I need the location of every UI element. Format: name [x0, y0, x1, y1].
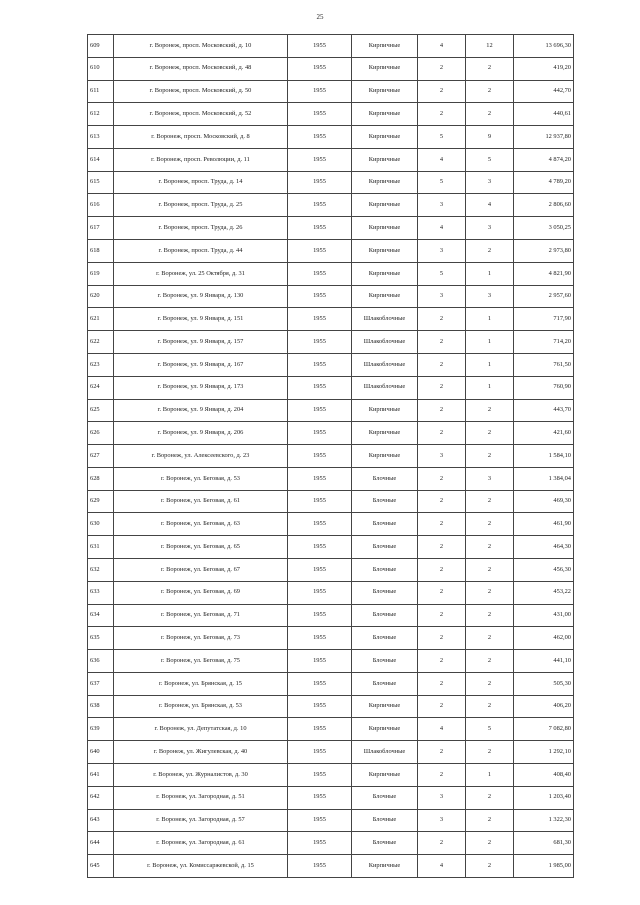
address-cell: г. Воронеж, ул. 9 Января, д. 167: [114, 353, 288, 376]
wall-material-cell: Блочные: [352, 809, 418, 832]
entrances-cell: 2: [466, 695, 514, 718]
area-cell: 408,40: [514, 764, 574, 787]
row-number: 609: [88, 35, 114, 58]
address-cell: г. Воронеж, ул. Беговая, д. 69: [114, 581, 288, 604]
floors-cell: 2: [418, 399, 466, 422]
year-cell: 1955: [288, 376, 352, 399]
area-cell: 13 696,30: [514, 35, 574, 58]
floors-cell: 2: [418, 627, 466, 650]
entrances-cell: 1: [466, 764, 514, 787]
entrances-cell: 2: [466, 490, 514, 513]
wall-material-cell: Кирпичные: [352, 217, 418, 240]
table-row: [88, 536, 574, 559]
table-row: [88, 786, 574, 809]
row-number: 615: [88, 171, 114, 194]
entrances-cell: 2: [466, 832, 514, 855]
entrances-cell: 1: [466, 308, 514, 331]
entrances-cell: 2: [466, 558, 514, 581]
row-number: 630: [88, 513, 114, 536]
area-cell: 717,90: [514, 308, 574, 331]
address-cell: г. Воронеж, ул. 9 Января, д. 130: [114, 285, 288, 308]
entrances-cell: 3: [466, 285, 514, 308]
entrances-cell: 5: [466, 718, 514, 741]
row-number: 641: [88, 764, 114, 787]
address-cell: г. Воронеж, ул. Журналистов, д. 30: [114, 764, 288, 787]
area-cell: 421,60: [514, 422, 574, 445]
entrances-cell: 2: [466, 855, 514, 878]
year-cell: 1955: [288, 422, 352, 445]
table-row: [88, 764, 574, 787]
floors-cell: 4: [418, 855, 466, 878]
entrances-cell: 2: [466, 741, 514, 764]
entrances-cell: 1: [466, 353, 514, 376]
floors-cell: 2: [418, 513, 466, 536]
year-cell: 1955: [288, 445, 352, 468]
entrances-cell: 2: [466, 627, 514, 650]
row-number: 645: [88, 855, 114, 878]
table-row: [88, 581, 574, 604]
floors-cell: 4: [418, 35, 466, 58]
table-row: [88, 35, 574, 58]
year-cell: 1955: [288, 217, 352, 240]
floors-cell: 2: [418, 695, 466, 718]
floors-cell: 3: [418, 240, 466, 263]
address-cell: г. Воронеж, ул. Депутатская, д. 10: [114, 718, 288, 741]
table-row: [88, 650, 574, 673]
area-cell: 456,30: [514, 558, 574, 581]
row-number: 634: [88, 604, 114, 627]
area-cell: 4 789,20: [514, 171, 574, 194]
floors-cell: 2: [418, 741, 466, 764]
row-number: 632: [88, 558, 114, 581]
year-cell: 1955: [288, 35, 352, 58]
address-cell: г. Воронеж, ул. Загородная, д. 51: [114, 786, 288, 809]
entrances-cell: 2: [466, 57, 514, 80]
area-cell: 714,20: [514, 331, 574, 354]
area-cell: 1 985,00: [514, 855, 574, 878]
wall-material-cell: Блочные: [352, 490, 418, 513]
address-cell: г. Воронеж, просп. Труда, д. 44: [114, 240, 288, 263]
table-row: [88, 741, 574, 764]
wall-material-cell: Шлакоблочные: [352, 353, 418, 376]
entrances-cell: 1: [466, 331, 514, 354]
wall-material-cell: Блочные: [352, 513, 418, 536]
table-row: [88, 718, 574, 741]
table-row: [88, 490, 574, 513]
year-cell: 1955: [288, 285, 352, 308]
row-number: 616: [88, 194, 114, 217]
floors-cell: 2: [418, 558, 466, 581]
wall-material-cell: Блочные: [352, 672, 418, 695]
area-cell: 1 292,10: [514, 741, 574, 764]
area-cell: 469,30: [514, 490, 574, 513]
address-cell: г. Воронеж, ул. 9 Января, д. 151: [114, 308, 288, 331]
row-number: 633: [88, 581, 114, 604]
table-row: [88, 194, 574, 217]
area-cell: 2 973,80: [514, 240, 574, 263]
entrances-cell: 9: [466, 126, 514, 149]
area-cell: 3 050,25: [514, 217, 574, 240]
area-cell: 419,20: [514, 57, 574, 80]
area-cell: 441,10: [514, 650, 574, 673]
entrances-cell: 2: [466, 240, 514, 263]
year-cell: 1955: [288, 148, 352, 171]
entrances-cell: 2: [466, 581, 514, 604]
entrances-cell: 2: [466, 650, 514, 673]
area-cell: 440,61: [514, 103, 574, 126]
area-cell: 760,90: [514, 376, 574, 399]
wall-material-cell: Кирпичные: [352, 103, 418, 126]
wall-material-cell: Шлакоблочные: [352, 741, 418, 764]
area-cell: 442,70: [514, 80, 574, 103]
wall-material-cell: Блочные: [352, 832, 418, 855]
row-number: 640: [88, 741, 114, 764]
row-number: 625: [88, 399, 114, 422]
wall-material-cell: Кирпичные: [352, 285, 418, 308]
table-row: [88, 217, 574, 240]
address-cell: г. Воронеж, ул. Беговая, д. 53: [114, 467, 288, 490]
row-number: 635: [88, 627, 114, 650]
table-row: [88, 467, 574, 490]
floors-cell: 2: [418, 103, 466, 126]
address-cell: г. Воронеж, просп. Московский, д. 52: [114, 103, 288, 126]
year-cell: 1955: [288, 513, 352, 536]
address-cell: г. Воронеж, ул. Комиссаржевской, д. 15: [114, 855, 288, 878]
wall-material-cell: Шлакоблочные: [352, 376, 418, 399]
year-cell: 1955: [288, 308, 352, 331]
floors-cell: 4: [418, 718, 466, 741]
row-number: 618: [88, 240, 114, 263]
entrances-cell: 2: [466, 604, 514, 627]
area-cell: 1 322,30: [514, 809, 574, 832]
wall-material-cell: Кирпичные: [352, 695, 418, 718]
entrances-cell: 2: [466, 536, 514, 559]
year-cell: 1955: [288, 467, 352, 490]
wall-material-cell: Блочные: [352, 786, 418, 809]
row-number: 642: [88, 786, 114, 809]
table-row: [88, 285, 574, 308]
year-cell: 1955: [288, 695, 352, 718]
year-cell: 1955: [288, 650, 352, 673]
row-number: 628: [88, 467, 114, 490]
year-cell: 1955: [288, 57, 352, 80]
area-cell: 761,50: [514, 353, 574, 376]
floors-cell: 2: [418, 832, 466, 855]
area-cell: 431,00: [514, 604, 574, 627]
row-number: 626: [88, 422, 114, 445]
area-cell: 461,90: [514, 513, 574, 536]
area-cell: 406,20: [514, 695, 574, 718]
wall-material-cell: Блочные: [352, 627, 418, 650]
year-cell: 1955: [288, 399, 352, 422]
row-number: 629: [88, 490, 114, 513]
floors-cell: 2: [418, 467, 466, 490]
wall-material-cell: Кирпичные: [352, 57, 418, 80]
row-number: 636: [88, 650, 114, 673]
address-cell: г. Воронеж, ул. 9 Января, д. 204: [114, 399, 288, 422]
address-cell: г. Воронеж, ул. Брянская, д. 53: [114, 695, 288, 718]
floors-cell: 2: [418, 308, 466, 331]
year-cell: 1955: [288, 536, 352, 559]
entrances-cell: 3: [466, 217, 514, 240]
year-cell: 1955: [288, 764, 352, 787]
year-cell: 1955: [288, 80, 352, 103]
year-cell: 1955: [288, 809, 352, 832]
address-cell: г. Воронеж, ул. Брянская, д. 15: [114, 672, 288, 695]
address-cell: г. Воронеж, ул. Беговая, д. 61: [114, 490, 288, 513]
floors-cell: 3: [418, 809, 466, 832]
year-cell: 1955: [288, 832, 352, 855]
page-number: 25: [316, 13, 324, 21]
address-cell: г. Воронеж, просп. Труда, д. 26: [114, 217, 288, 240]
area-cell: 4 874,20: [514, 148, 574, 171]
wall-material-cell: Блочные: [352, 604, 418, 627]
table-row: [88, 126, 574, 149]
address-cell: г. Воронеж, ул. 9 Января, д. 157: [114, 331, 288, 354]
entrances-cell: 2: [466, 672, 514, 695]
year-cell: 1955: [288, 604, 352, 627]
entrances-cell: 1: [466, 262, 514, 285]
entrances-cell: 1: [466, 376, 514, 399]
entrances-cell: 2: [466, 809, 514, 832]
table-row: [88, 148, 574, 171]
wall-material-cell: Кирпичные: [352, 35, 418, 58]
table-row: [88, 80, 574, 103]
table-row: [88, 103, 574, 126]
entrances-cell: 2: [466, 399, 514, 422]
area-cell: 453,22: [514, 581, 574, 604]
year-cell: 1955: [288, 171, 352, 194]
housing-registry-table: [87, 34, 574, 878]
wall-material-cell: Кирпичные: [352, 171, 418, 194]
row-number: 612: [88, 103, 114, 126]
year-cell: 1955: [288, 331, 352, 354]
year-cell: 1955: [288, 786, 352, 809]
floors-cell: 2: [418, 536, 466, 559]
floors-cell: 2: [418, 650, 466, 673]
address-cell: г. Воронеж, ул. Беговая, д. 67: [114, 558, 288, 581]
year-cell: 1955: [288, 718, 352, 741]
floors-cell: 2: [418, 353, 466, 376]
year-cell: 1955: [288, 558, 352, 581]
table-row: [88, 832, 574, 855]
wall-material-cell: Кирпичные: [352, 194, 418, 217]
table-row: [88, 331, 574, 354]
row-number: 643: [88, 809, 114, 832]
table-row: [88, 171, 574, 194]
table-body: [88, 35, 574, 878]
table-row: [88, 240, 574, 263]
entrances-cell: 2: [466, 786, 514, 809]
row-number: 622: [88, 331, 114, 354]
wall-material-cell: Кирпичные: [352, 399, 418, 422]
entrances-cell: 2: [466, 445, 514, 468]
wall-material-cell: Шлакоблочные: [352, 331, 418, 354]
wall-material-cell: Блочные: [352, 650, 418, 673]
address-cell: г. Воронеж, ул. Беговая, д. 71: [114, 604, 288, 627]
area-cell: 443,70: [514, 399, 574, 422]
address-cell: г. Воронеж, ул. 25 Октября, д. 31: [114, 262, 288, 285]
address-cell: г. Воронеж, ул. 9 Января, д. 173: [114, 376, 288, 399]
wall-material-cell: Кирпичные: [352, 262, 418, 285]
area-cell: 1 584,10: [514, 445, 574, 468]
address-cell: г. Воронеж, ул. Беговая, д. 73: [114, 627, 288, 650]
row-number: 617: [88, 217, 114, 240]
entrances-cell: 4: [466, 194, 514, 217]
year-cell: 1955: [288, 855, 352, 878]
year-cell: 1955: [288, 194, 352, 217]
floors-cell: 5: [418, 171, 466, 194]
table-row: [88, 672, 574, 695]
address-cell: г. Воронеж, ул. Беговая, д. 63: [114, 513, 288, 536]
area-cell: 505,30: [514, 672, 574, 695]
area-cell: 12 937,80: [514, 126, 574, 149]
row-number: 637: [88, 672, 114, 695]
row-number: 614: [88, 148, 114, 171]
address-cell: г. Воронеж, просп. Московский, д. 50: [114, 80, 288, 103]
wall-material-cell: Кирпичные: [352, 764, 418, 787]
year-cell: 1955: [288, 581, 352, 604]
address-cell: г. Воронеж, просп. Московский, д. 8: [114, 126, 288, 149]
wall-material-cell: Блочные: [352, 558, 418, 581]
row-number: 619: [88, 262, 114, 285]
table-row: [88, 604, 574, 627]
floors-cell: 2: [418, 80, 466, 103]
row-number: 620: [88, 285, 114, 308]
floors-cell: 3: [418, 194, 466, 217]
year-cell: 1955: [288, 126, 352, 149]
wall-material-cell: Шлакоблочные: [352, 308, 418, 331]
address-cell: г. Воронеж, ул. Алексеевского, д. 23: [114, 445, 288, 468]
floors-cell: 3: [418, 285, 466, 308]
floors-cell: 3: [418, 786, 466, 809]
address-cell: г. Воронеж, ул. Жигулевская, д. 40: [114, 741, 288, 764]
entrances-cell: 2: [466, 103, 514, 126]
row-number: 621: [88, 308, 114, 331]
year-cell: 1955: [288, 353, 352, 376]
area-cell: 464,30: [514, 536, 574, 559]
year-cell: 1955: [288, 741, 352, 764]
floors-cell: 2: [418, 57, 466, 80]
floors-cell: 5: [418, 126, 466, 149]
entrances-cell: 2: [466, 80, 514, 103]
address-cell: г. Воронеж, ул. Загородная, д. 61: [114, 832, 288, 855]
entrances-cell: 12: [466, 35, 514, 58]
wall-material-cell: Кирпичные: [352, 855, 418, 878]
wall-material-cell: Блочные: [352, 467, 418, 490]
wall-material-cell: Кирпичные: [352, 80, 418, 103]
entrances-cell: 5: [466, 148, 514, 171]
floors-cell: 5: [418, 262, 466, 285]
area-cell: 7 082,80: [514, 718, 574, 741]
wall-material-cell: Блочные: [352, 581, 418, 604]
wall-material-cell: Кирпичные: [352, 148, 418, 171]
floors-cell: 2: [418, 581, 466, 604]
table-row: [88, 627, 574, 650]
table-row: [88, 399, 574, 422]
table-row: [88, 262, 574, 285]
year-cell: 1955: [288, 262, 352, 285]
address-cell: г. Воронеж, просп. Труда, д. 25: [114, 194, 288, 217]
address-cell: г. Воронеж, ул. 9 Января, д. 206: [114, 422, 288, 445]
year-cell: 1955: [288, 240, 352, 263]
area-cell: 681,30: [514, 832, 574, 855]
area-cell: 1 384,04: [514, 467, 574, 490]
area-cell: 462,00: [514, 627, 574, 650]
entrances-cell: 3: [466, 171, 514, 194]
row-number: 638: [88, 695, 114, 718]
area-cell: 2 806,60: [514, 194, 574, 217]
address-cell: г. Воронеж, ул. Беговая, д. 65: [114, 536, 288, 559]
row-number: 639: [88, 718, 114, 741]
wall-material-cell: Кирпичные: [352, 126, 418, 149]
area-cell: 1 203,40: [514, 786, 574, 809]
address-cell: г. Воронеж, просп. Московский, д. 48: [114, 57, 288, 80]
area-cell: 4 821,90: [514, 262, 574, 285]
address-cell: г. Воронеж, просп. Труда, д. 14: [114, 171, 288, 194]
address-cell: г. Воронеж, ул. Беговая, д. 75: [114, 650, 288, 673]
wall-material-cell: Кирпичные: [352, 422, 418, 445]
row-number: 644: [88, 832, 114, 855]
address-cell: г. Воронеж, ул. Загородная, д. 57: [114, 809, 288, 832]
floors-cell: 2: [418, 672, 466, 695]
floors-cell: 3: [418, 445, 466, 468]
table-row: [88, 809, 574, 832]
row-number: 631: [88, 536, 114, 559]
floors-cell: 2: [418, 604, 466, 627]
entrances-cell: 2: [466, 513, 514, 536]
table-row: [88, 445, 574, 468]
row-number: 613: [88, 126, 114, 149]
table-row: [88, 695, 574, 718]
floors-cell: 2: [418, 376, 466, 399]
table-row: [88, 57, 574, 80]
wall-material-cell: Кирпичные: [352, 445, 418, 468]
table-row: [88, 308, 574, 331]
row-number: 624: [88, 376, 114, 399]
table-row: [88, 558, 574, 581]
floors-cell: 4: [418, 217, 466, 240]
table-row: [88, 422, 574, 445]
row-number: 623: [88, 353, 114, 376]
address-cell: г. Воронеж, просп. Революции, д. 11: [114, 148, 288, 171]
wall-material-cell: Кирпичные: [352, 718, 418, 741]
floors-cell: 2: [418, 764, 466, 787]
table-row: [88, 855, 574, 878]
year-cell: 1955: [288, 490, 352, 513]
row-number: 611: [88, 80, 114, 103]
row-number: 627: [88, 445, 114, 468]
floors-cell: 2: [418, 331, 466, 354]
floors-cell: 2: [418, 490, 466, 513]
wall-material-cell: Кирпичные: [352, 240, 418, 263]
table-row: [88, 513, 574, 536]
floors-cell: 4: [418, 148, 466, 171]
table-row: [88, 353, 574, 376]
address-cell: г. Воронеж, просп. Московский, д. 10: [114, 35, 288, 58]
year-cell: 1955: [288, 672, 352, 695]
row-number: 610: [88, 57, 114, 80]
floors-cell: 2: [418, 422, 466, 445]
entrances-cell: 2: [466, 422, 514, 445]
year-cell: 1955: [288, 627, 352, 650]
entrances-cell: 3: [466, 467, 514, 490]
area-cell: 2 957,60: [514, 285, 574, 308]
table-row: [88, 376, 574, 399]
wall-material-cell: Блочные: [352, 536, 418, 559]
year-cell: 1955: [288, 103, 352, 126]
